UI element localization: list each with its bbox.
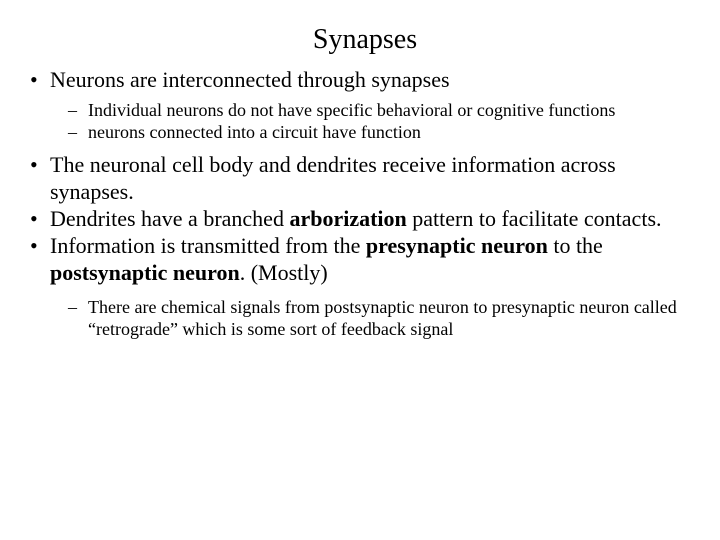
dash-icon: – xyxy=(68,100,77,120)
slide-title: Synapses xyxy=(312,24,418,55)
bullet-4-bold-1: presynaptic neuron xyxy=(365,233,548,258)
sub-bullet-4-1-text: There are chemical signals from postsynaptic neuron to presynaptic neuron called “retrograde” which is some sort of feedback signal xyxy=(88,297,677,339)
sub-bullet-4-1 xyxy=(30,296,690,340)
bullet-3-post: pattern to facilitate contacts. xyxy=(406,206,662,231)
bullet-icon: • xyxy=(30,152,38,177)
slide-body xyxy=(30,66,690,340)
bullet-icon: • xyxy=(30,233,38,258)
dash-icon: – xyxy=(68,297,77,317)
bullet-2 xyxy=(30,151,690,205)
sub-bullet-1-2 xyxy=(30,121,690,143)
sub-bullet-1-1 xyxy=(30,99,690,121)
bullet-3 xyxy=(30,205,690,232)
sub-bullet-1-2-text: neurons connected into a circuit have function xyxy=(88,122,421,142)
dash-icon: – xyxy=(68,122,77,142)
bullet-4-mid: to the xyxy=(547,233,603,258)
bullet-2-text: The neuronal cell body and dendrites receive information across synapses. xyxy=(50,152,616,204)
bullet-4-bold-2: postsynaptic neuron xyxy=(50,260,240,285)
bullet-3-pre: Dendrites have a branched xyxy=(50,206,290,231)
sub-bullet-1-1-text: Individual neurons do not have specific behavioral or cognitive functions xyxy=(88,100,616,120)
bullet-1 xyxy=(30,66,690,93)
bullet-4-pre: Information is transmitted from the xyxy=(50,233,366,258)
bullet-icon: • xyxy=(30,206,38,231)
bullet-1-text: Neurons are interconnected through synapses xyxy=(50,67,450,92)
bullet-4 xyxy=(30,232,690,286)
bullet-icon: • xyxy=(30,67,38,92)
bullet-4-post: . (Mostly) xyxy=(239,260,328,285)
bullet-3-bold: arborization xyxy=(289,206,407,231)
